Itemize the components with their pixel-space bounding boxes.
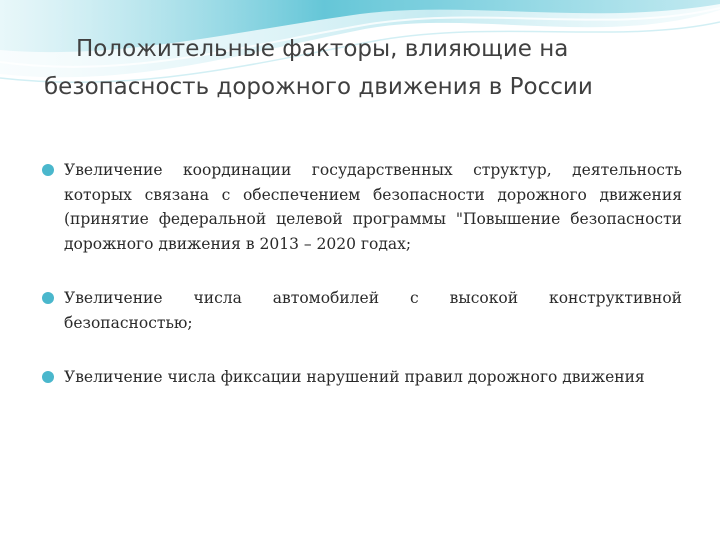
bullet-text: Увеличение координации государственных структур, деятельность которых связана с обеспечением безопасности дорожного движения (принятие федеральной целевой программы "Повышение безопасности дорожного движения в 2013 – 2020 годах; (64, 161, 682, 253)
bullet-dot-icon (42, 371, 54, 383)
bullet-text: Увеличение числа автомобилей с высокой конструктивной безопасностью; (64, 289, 682, 332)
bullet-dot-icon (42, 292, 54, 304)
bullet-item (64, 365, 682, 390)
slide-title: Положительные факторы, влияющие на безопасность дорожного движения в России (44, 36, 593, 100)
bullet-item (64, 158, 682, 256)
bullet-item (64, 286, 682, 335)
bullet-text: Увеличение числа фиксации нарушений правил дорожного движения (64, 368, 645, 386)
bullet-dot-icon (42, 164, 54, 176)
bullet-list (64, 158, 682, 390)
